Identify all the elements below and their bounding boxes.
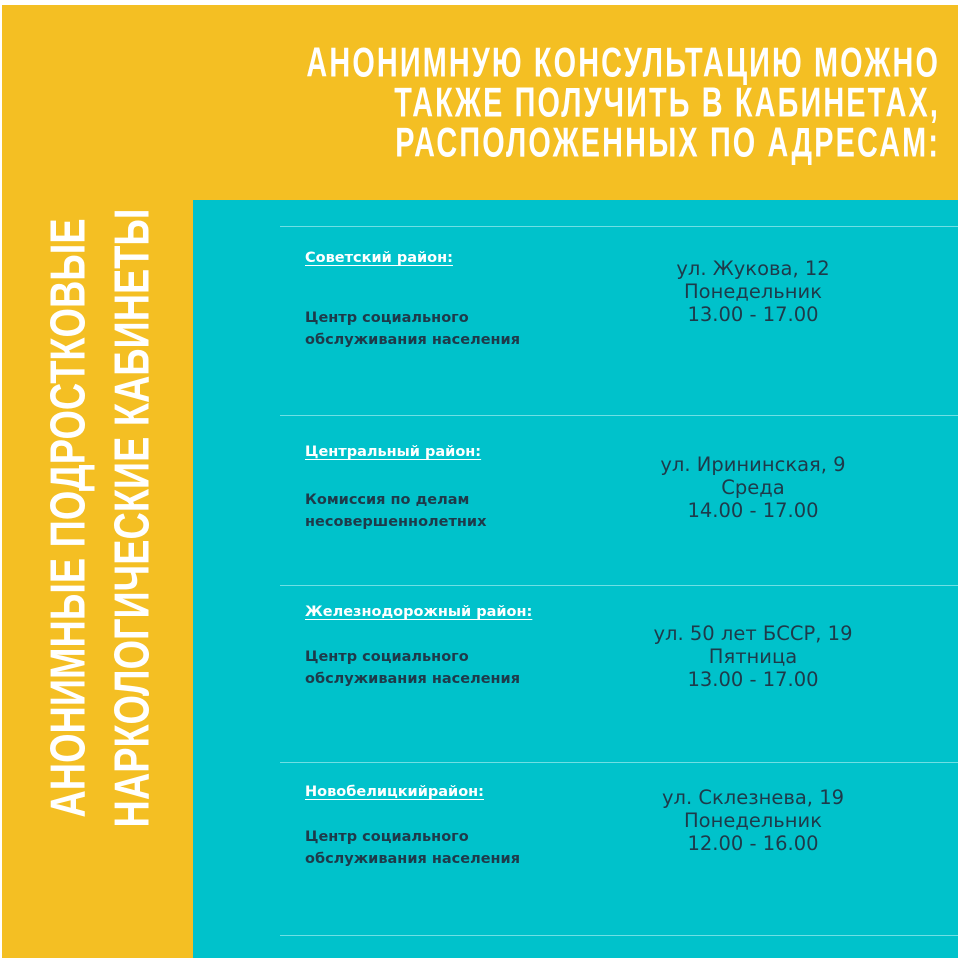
schedule: [633, 622, 873, 691]
district-name: Новобелицкийрайон:: [305, 784, 484, 800]
header-title: [60, 39, 940, 167]
side-title-line-1: АНОНИМНЫЕ ПОДРОСТКОВЫЕ: [41, 218, 96, 818]
header-line-1: АНОНИМНУЮ КОНСУЛЬТАЦИЮ МОЖНО: [306, 39, 940, 87]
divider: [280, 762, 958, 763]
header-line-2: ТАКЖЕ ПОЛУЧИТЬ В КАБИНЕТАХ,: [394, 79, 940, 127]
side-title-line-2: НАРКОЛОГИЧЕСКИЕ КАБИНЕТЫ: [105, 208, 160, 828]
organization: Центр социального обслуживания населения: [305, 649, 521, 687]
divider: [280, 935, 958, 936]
side-title: [37, 138, 167, 898]
district-name: Советский район:: [305, 250, 453, 266]
district-name: Железнодорожный район:: [305, 604, 533, 620]
schedule: [633, 453, 873, 522]
divider: [280, 226, 958, 227]
day: Пятница: [708, 645, 798, 668]
organization: Центр социального обслуживания населения: [305, 310, 521, 348]
day: Понедельник: [684, 280, 822, 303]
poster: [2, 5, 958, 958]
schedule: [633, 786, 873, 855]
divider: [280, 415, 958, 416]
schedule: [633, 257, 873, 326]
addresses-panel: [193, 200, 958, 958]
divider: [280, 585, 958, 586]
organization: Центр социального обслуживания населения: [305, 829, 521, 867]
hours: 13.00 - 17.00: [687, 668, 819, 691]
address: ул. Склезнева, 19: [661, 786, 845, 809]
hours: 13.00 - 17.00: [687, 303, 819, 326]
day: Понедельник: [684, 809, 822, 832]
address: ул. 50 лет БССР, 19: [653, 622, 853, 645]
district-name: Центральный район:: [305, 444, 482, 460]
day: Среда: [721, 476, 785, 499]
hours: 12.00 - 16.00: [687, 832, 819, 855]
organization: Комиссия по делам несовершеннолетних: [305, 492, 487, 530]
hours: 14.00 - 17.00: [687, 499, 819, 522]
address: ул. Жукова, 12: [676, 257, 830, 280]
header-line-3: РАСПОЛОЖЕННЫХ ПО АДРЕСАМ:: [395, 119, 940, 167]
address: ул. Ирининская, 9: [660, 453, 846, 476]
